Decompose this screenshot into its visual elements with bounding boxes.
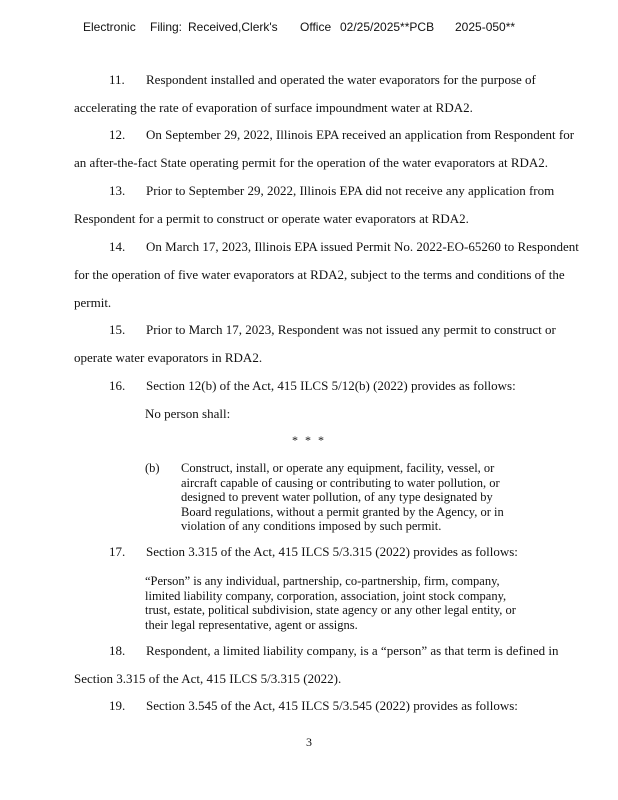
paragraph-text: Section 3.315 of the Act, 415 ILCS 5/3.315 (2022) provides as follows: — [146, 544, 518, 559]
paragraph-text: Prior to March 17, 2023, Respondent was not issued any permit to construct or — [146, 322, 556, 337]
paragraph-text: Prior to September 29, 2022, Illinois EPA did not receive any application from — [146, 183, 555, 198]
quote-line: violation of any conditions imposed by such permit. — [181, 519, 442, 533]
header-filing: Filing: — [150, 20, 183, 34]
paragraph-text: Section 12(b) of the Act, 415 ILCS 5/12(b) (2022) provides as follows: — [146, 378, 516, 393]
paragraph-text: Respondent installed and operated the water evaporators for the purpose of — [146, 72, 536, 87]
ellipsis-stars: * * * — [292, 433, 326, 447]
paragraph-13 — [74, 177, 564, 233]
quote-line: Board regulations, without a permit granted by the Agency, or in — [181, 504, 504, 519]
quote-line: designed to prevent water pollution, of any type designated by — [181, 490, 493, 504]
paragraph-text: Respondent for a permit to construct or operate water evaporators at RDA2. — [74, 211, 469, 226]
paragraph-text: Respondent, a limited liability company, is a “person” as that term is defined in — [146, 643, 559, 658]
paragraph-11 — [74, 66, 564, 122]
header-electronic: Electronic — [83, 20, 136, 34]
header-case: 2025-050** — [455, 20, 516, 34]
paragraph-text: an after-the-fact State operating permit for the operation of the water evaporators at RDA2. — [74, 155, 549, 170]
paragraph-12 — [74, 121, 575, 177]
paragraph-16 — [74, 372, 564, 400]
quote-line: trust, estate, political subdivision, state agency or any other legal entity, or — [145, 603, 516, 617]
paragraph-number: 11. — [109, 72, 125, 87]
paragraph-text: accelerating the rate of evaporation of surface impoundment water at RDA2. — [74, 100, 473, 115]
paragraph-18 — [74, 637, 564, 693]
paragraph-number: 19. — [109, 698, 126, 713]
quote-intro: No person shall: — [145, 406, 231, 421]
quote-item-label: (b) — [145, 461, 160, 475]
page-number: 3 — [306, 735, 312, 749]
paragraph-text: Section 3.315 of the Act, 415 ILCS 5/3.315 (2022). — [74, 671, 342, 686]
quote-line: aircraft capable of causing or contributing to water pollution, or — [181, 475, 500, 490]
paragraph-17 — [74, 538, 564, 566]
paragraph-number: 17. — [109, 544, 126, 559]
paragraph-text: permit. — [74, 295, 112, 310]
header-date: 02/25/2025**PCB — [340, 20, 435, 34]
paragraph-text: On March 17, 2023, Illinois EPA issued Permit No. 2022-EO-65260 to Respondent — [146, 239, 579, 254]
header-received: Received,Clerk's — [188, 20, 278, 34]
paragraph-number: 15. — [109, 322, 126, 337]
paragraph-number: 13. — [109, 183, 126, 198]
paragraph-number: 18. — [109, 643, 126, 658]
paragraph-text: operate water evaporators in RDA2. — [74, 350, 263, 365]
quote-line: “Person” is any individual, partnership, co-partnership, firm, company, — [145, 574, 500, 588]
paragraph-text: On September 29, 2022, Illinois EPA received an application from Respondent for — [146, 127, 575, 142]
quote-line: their legal representative, agent or assigns. — [145, 617, 358, 632]
paragraph-number: 12. — [109, 127, 126, 142]
paragraph-15 — [74, 316, 564, 372]
quote-item-b — [181, 461, 561, 534]
paragraph-number: 16. — [109, 378, 126, 393]
quote-line: Construct, install, or operate any equipment, facility, vessel, or — [181, 461, 495, 475]
paragraph-text: for the operation of five water evaporators at RDA2, subject to the terms and conditions of the — [74, 267, 565, 282]
filing-header — [0, 20, 618, 38]
header-office: Office — [300, 20, 332, 34]
person-definition-quote — [145, 574, 565, 632]
quote-line: limited liability company, corporation, association, joint stock company, — [145, 588, 507, 603]
paragraph-19 — [74, 692, 564, 720]
paragraph-number: 14. — [109, 239, 126, 254]
paragraph-text: Section 3.545 of the Act, 415 ILCS 5/3.545 (2022) provides as follows: — [146, 698, 518, 713]
paragraph-14 — [74, 233, 579, 317]
